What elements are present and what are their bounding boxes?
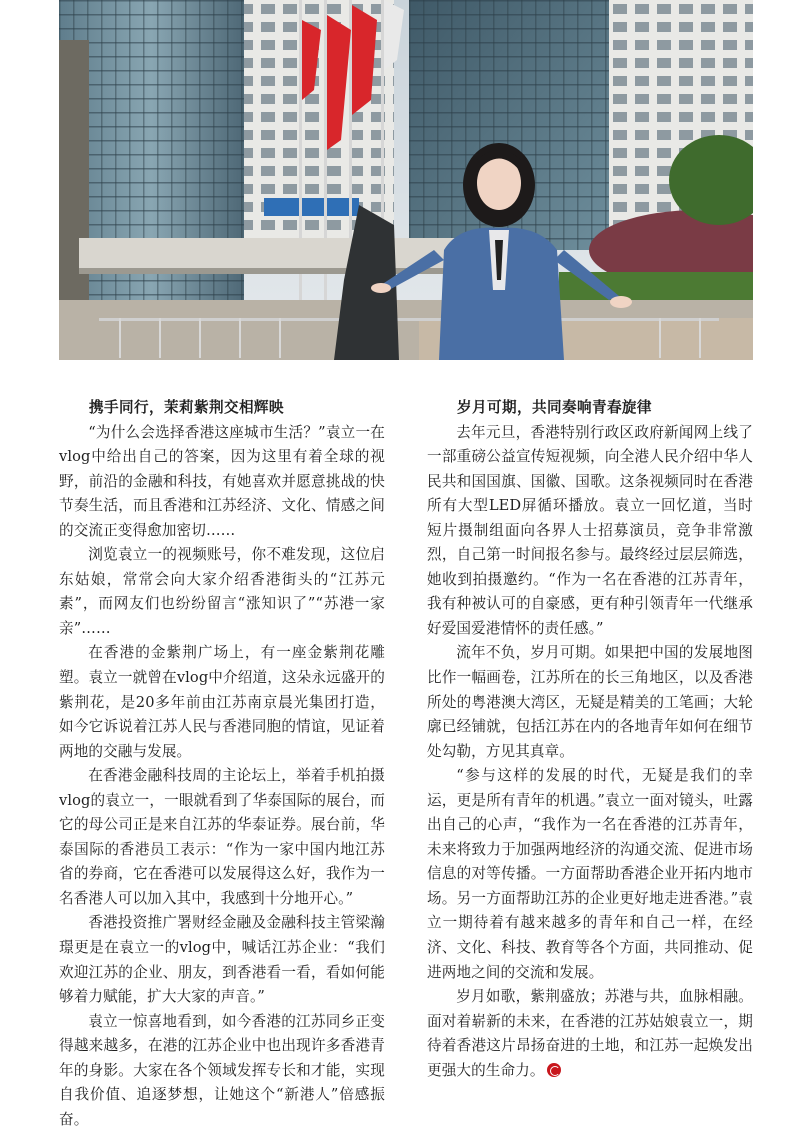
paragraph: “参与这样的发展的时代，无疑是我们的幸运，更是所有青年的机遇。”袁立一面对镜头，吐露出自己的心声，“我作为一名在香港的江苏青年，未来将致力于加强两地经济的沟通交流、促进市场信息的对等传播。一方面帮助香港企业开拓内地市场。另一方面帮助江苏的企业更好地走进香港。”袁立一期待着有越来越多的青年和自己一样，在经济、文化、科技、教育等各个方面，共同推动、促进两地之间的交流和发展。 — [427, 767, 753, 981]
paragraph: 在香港的金紫荆广场上，有一座金紫荆花雕塑。袁立一就曾在vlog中介绍道，这朵永远盛开的紫荆花，是20多年前由江苏南京晨光集团打造，如今它诉说着江苏人民与香港同胞的情谊，见证着两地的交融与发展。 — [59, 644, 385, 760]
paragraph: 袁立一惊喜地看到，如今香港的江苏同乡正变得越来越多，在港的江苏企业中也出现许多香港青年的身影。大家在各个领域发挥专长和才能，实现自我价值、追逐梦想，让她这个“新港人”倍感振奋。 — [59, 1012, 385, 1128]
section-heading: 岁月可期，共同奏响青春旋律 — [457, 399, 652, 416]
paragraph: 流年不负，岁月可期。如果把中国的发展地图比作一幅画卷，江苏所在的长三角地区，以及香港所处的粤港澳大湾区，无疑是精美的工笔画；大轮廓已经铺就，包括江苏在内的各地青年如何在细节处勾勒，方见其真章。 — [427, 644, 753, 760]
end-mark-icon — [547, 1063, 561, 1077]
paragraph: “为什么会选择香港这座城市生活？”袁立一在vlog中给出自己的答案，因为这里有着全球的视野，前沿的金融和科技，有她喜欢并愿意挑战的快节奏生活，而且香港和江苏经济、文化、情感之间的交流正变得愈加密切…… — [59, 423, 385, 539]
street-photo-illustration — [59, 0, 753, 360]
paragraph: 浏览袁立一的视频账号，你不难发现，这位启东姑娘，常常会向大家介绍香港街头的“江苏元素”，而网友们也纷纷留言“涨知识了”“苏港一家亲”…… — [59, 546, 385, 637]
paragraph: 去年元旦，香港特别行政区政府新闻网上线了一部重磅公益宣传短视频，向全港人民介绍中华人民共和国国旗、国徽、国歌。这条视频同时在香港所有大型LED屏循环播放。袁立一回忆道，当时短片摄制组面向各界人士招募演员，竞争非常激烈，自己第一时间报名参与。最终经过层层筛选，她收到拍摄邀约。“作为一名在香港的江苏青年，我有种被认可的自豪感，更有种引领青年一代继承好爱国爱港情怀的责任感。” — [427, 423, 753, 637]
right-column — [427, 396, 753, 1083]
article-photo — [59, 0, 753, 360]
paragraph-last — [427, 985, 753, 1083]
paragraph: 香港投资推广署财经金融及金融科技主管梁瀚璟更是在袁立一的vlog中，喊话江苏企业：“我们欢迎江苏的企业、朋友，到香港看一看，看如何能够着力赋能，扩大大家的声音。” — [59, 914, 385, 1006]
paragraph: 在香港金融科技周的主论坛上，举着手机拍摄vlog的袁立一，一眼就看到了华泰国际的展台，而它的母公司正是来自江苏的华泰证券。展台前，华泰国际的香港员工表示：“作为一家中国内地江苏省的券商，它在香港可以发展得这么好，我作为一名香港人可以加入其中，我感到十分地开心。” — [59, 767, 385, 907]
section-heading: 携手同行，茉莉紫荆交相辉映 — [89, 399, 284, 416]
paragraph-text: 岁月如歌，紫荆盛放；苏港与共，血脉相融。面对着崭新的未来，在香港的江苏姑娘袁立一，期待着香港这片昂扬奋进的土地，和江苏一起焕发出更强大的生命力。 — [427, 988, 753, 1079]
left-column — [59, 396, 385, 1132]
